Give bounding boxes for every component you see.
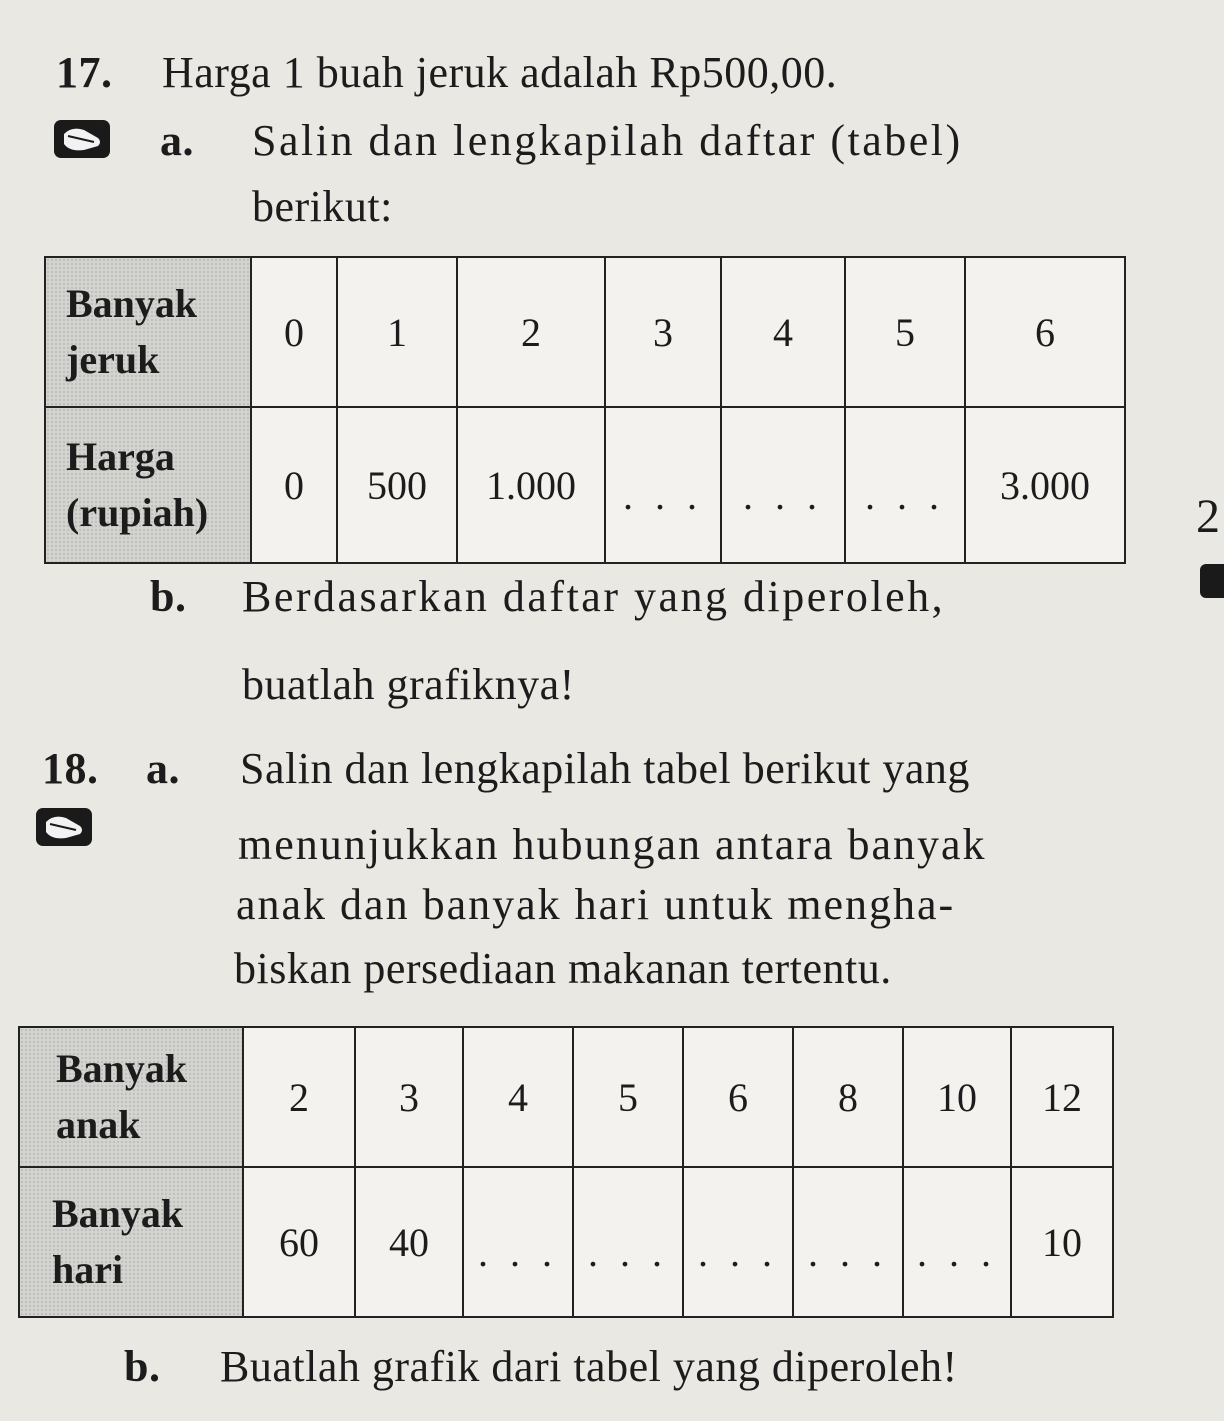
table-cell: 60 xyxy=(243,1167,355,1317)
table-cell: 12 xyxy=(1011,1027,1113,1167)
q18-table xyxy=(18,1026,1114,1318)
table-cell-blank: . . . xyxy=(605,407,721,563)
q18-b-label: b. xyxy=(124,1342,161,1391)
q17-statement: Harga 1 buah jeruk adalah Rp500,00. xyxy=(162,48,838,97)
table-cell: 5 xyxy=(845,257,965,407)
table-cell: 1.000 xyxy=(457,407,605,563)
q17-a-line1: Salin dan lengkapilah daftar (tabel) xyxy=(252,116,963,165)
q17-a-line2: berikut: xyxy=(252,182,393,231)
q18-a-line1: Salin dan lengkapilah tabel berikut yang xyxy=(240,744,970,793)
hand-pencil-icon xyxy=(54,120,110,158)
q17-b-line1: Berdasarkan daftar yang diperoleh, xyxy=(242,572,946,621)
table-cell: 0 xyxy=(251,257,337,407)
q18-number: 18. xyxy=(42,744,99,793)
margin-page-fragment: 2 xyxy=(1196,490,1220,543)
q17-number: 17. xyxy=(56,48,113,97)
q17-a-label: a. xyxy=(160,116,194,165)
table-cell: 10 xyxy=(1011,1167,1113,1317)
q17-table xyxy=(44,256,1126,564)
q18-row-banyak-hari xyxy=(19,1167,1113,1317)
q18-a-line3: anak dan banyak hari untuk mengha- xyxy=(236,880,956,929)
table-cell: 3 xyxy=(605,257,721,407)
q17-row1-header: Banyak jeruk xyxy=(45,257,251,407)
table-cell-blank: . . . xyxy=(903,1167,1011,1317)
table-cell: 4 xyxy=(721,257,845,407)
table-cell: 5 xyxy=(573,1027,683,1167)
table-cell: 8 xyxy=(793,1027,903,1167)
table-cell: 3 xyxy=(355,1027,463,1167)
table-cell: 1 xyxy=(337,257,457,407)
q18-a-line4: biskan persediaan makanan tertentu. xyxy=(234,944,892,993)
table-cell: 4 xyxy=(463,1027,573,1167)
table-cell-blank: . . . xyxy=(721,407,845,563)
q18-row2-header: Banyak hari xyxy=(19,1167,243,1317)
table-cell: 2 xyxy=(243,1027,355,1167)
q17-row-banyak-jeruk xyxy=(45,257,1125,407)
q17-row2-header: Harga (rupiah) xyxy=(45,407,251,563)
hand-pencil-icon xyxy=(36,808,92,846)
table-cell: 0 xyxy=(251,407,337,563)
table-cell-blank: . . . xyxy=(845,407,965,563)
q18-a-label: a. xyxy=(146,744,180,793)
table-cell: 500 xyxy=(337,407,457,563)
table-cell-blank: . . . xyxy=(793,1167,903,1317)
table-cell: 6 xyxy=(683,1027,793,1167)
table-cell-blank: . . . xyxy=(463,1167,573,1317)
table-cell: 40 xyxy=(355,1167,463,1317)
q18-b-line1: Buatlah grafik dari tabel yang diperoleh! xyxy=(220,1342,958,1391)
table-cell: 10 xyxy=(903,1027,1011,1167)
table-cell: 6 xyxy=(965,257,1125,407)
q17-b-line2: buatlah grafiknya! xyxy=(242,660,575,709)
table-cell-blank: . . . xyxy=(683,1167,793,1317)
q18-row1-header: Banyak anak xyxy=(19,1027,243,1167)
table-cell: 3.000 xyxy=(965,407,1125,563)
hand-pencil-icon-fragment xyxy=(1200,564,1224,598)
q18-a-line2: menunjukkan hubungan antara banyak xyxy=(238,820,987,869)
table-cell-blank: . . . xyxy=(573,1167,683,1317)
q17-b-label: b. xyxy=(150,572,187,621)
q18-row-banyak-anak xyxy=(19,1027,1113,1167)
table-cell: 2 xyxy=(457,257,605,407)
q17-row-harga xyxy=(45,407,1125,563)
